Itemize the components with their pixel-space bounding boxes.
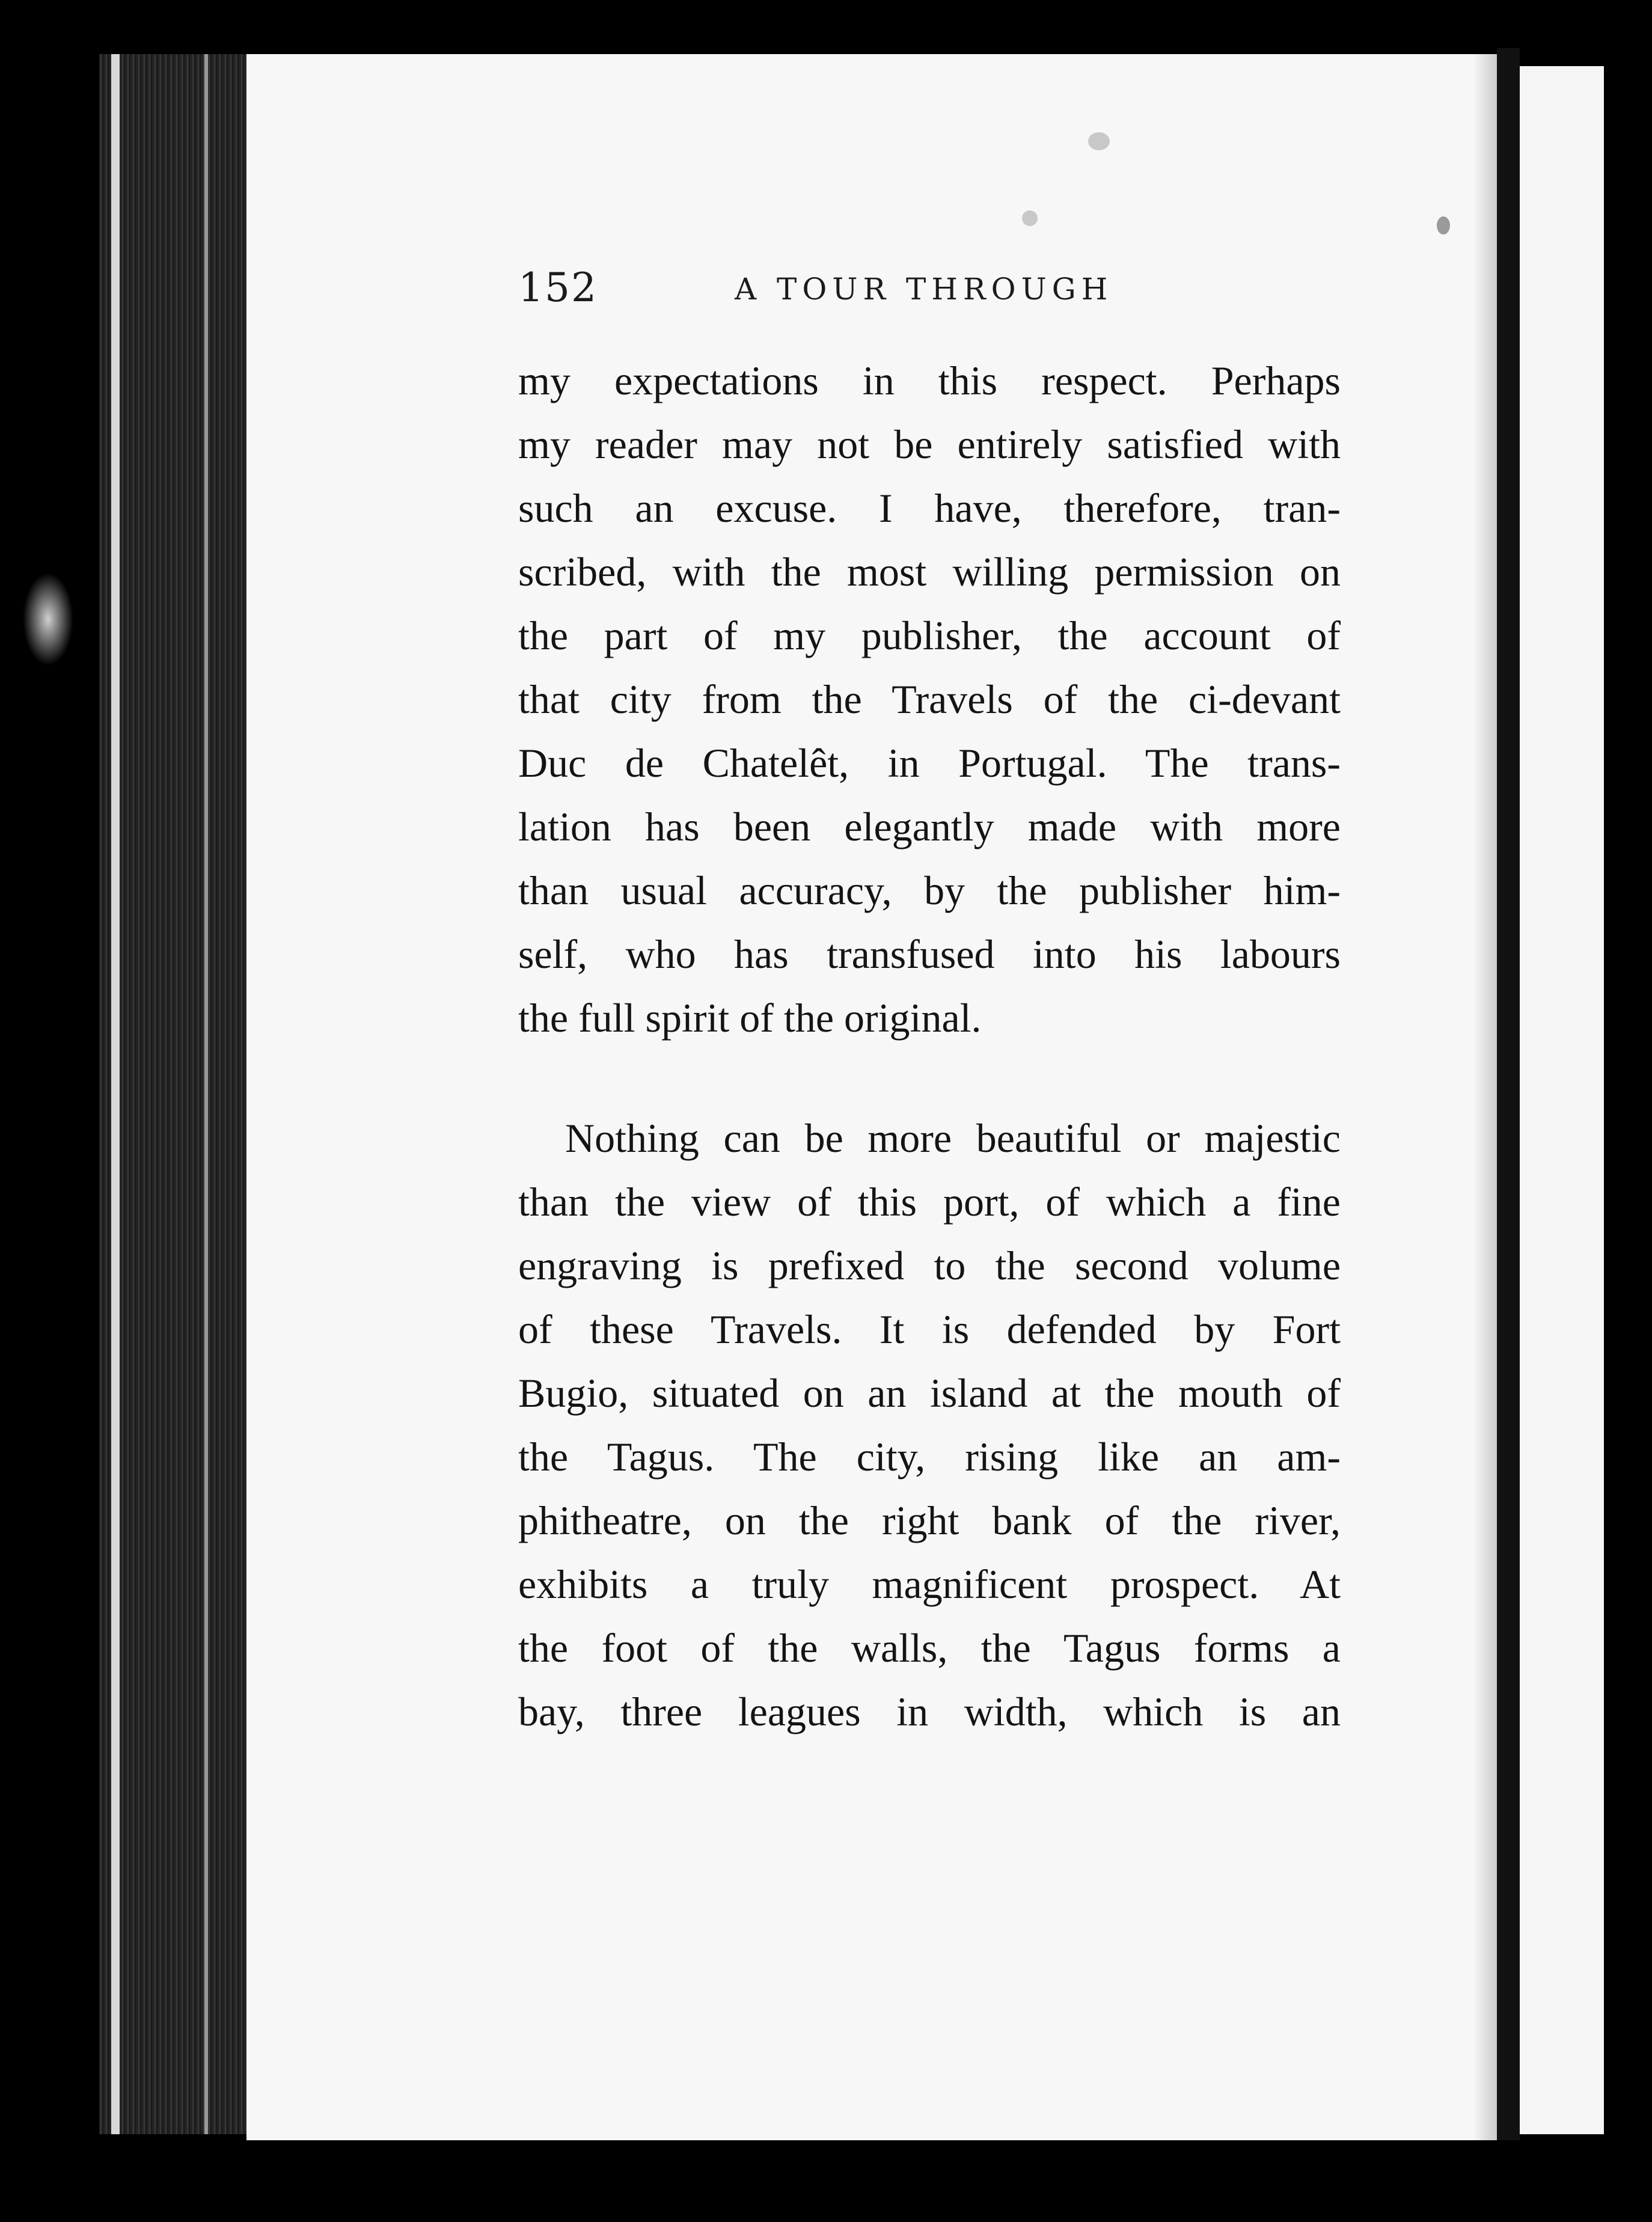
text-line: self, who has transfused into his labours xyxy=(518,931,1341,977)
running-head xyxy=(518,265,1131,319)
text-line: the full spirit of the original. xyxy=(518,995,982,1041)
text-line: scribed, with the most willing permission on xyxy=(518,549,1341,595)
paragraph-2 xyxy=(518,1106,1341,1743)
paragraph-1 xyxy=(518,349,1341,1050)
text-line: bay, three leagues in width, which is an xyxy=(518,1689,1341,1734)
text-line: engraving is prefixed to the second volume xyxy=(518,1243,1341,1288)
text-line: phitheatre, on the right bank of the river, xyxy=(518,1498,1341,1543)
text-line: of these Travels. It is defended by Fort xyxy=(518,1306,1341,1352)
text-line: lation has been elegantly made with more xyxy=(518,804,1341,849)
text-line: than usual accuracy, by the publisher him- xyxy=(518,868,1341,913)
text-line: Duc de Chatelêt, in Portugal. The trans- xyxy=(518,740,1341,786)
text-line: that city from the Travels of the ci-devant xyxy=(518,676,1341,722)
text-line: my expectations in this respect. Perhaps xyxy=(518,358,1341,403)
text-line: the part of my publisher, the account of xyxy=(518,613,1341,658)
text-line: exhibits a truly magnificent prospect. At xyxy=(518,1561,1341,1607)
text-line: the Tagus. The city, rising like an am- xyxy=(518,1434,1341,1480)
text-line: Nothing can be more beautiful or majestic xyxy=(565,1115,1341,1161)
foxing-spot xyxy=(1022,210,1038,226)
page-edge-highlight xyxy=(204,54,208,2134)
page-number: 152 xyxy=(518,265,598,311)
foxing-spot xyxy=(1088,132,1110,150)
text-line: the foot of the walls, the Tagus forms a xyxy=(518,1625,1341,1671)
gutter-shadow xyxy=(1497,48,1520,2140)
text-line: such an excuse. I have, therefore, tran- xyxy=(518,485,1341,531)
running-title: A TOUR THROUGH xyxy=(735,272,1113,307)
text-line: than the view of this port, of which a fine xyxy=(518,1179,1341,1225)
page-edges xyxy=(99,54,249,2134)
facing-page-edge xyxy=(1520,66,1604,2134)
page-edge-highlight xyxy=(111,54,120,2134)
foxing-spot xyxy=(1437,216,1450,234)
marbled-endpaper xyxy=(0,78,99,2152)
text-line: Bugio, situated on an island at the mouth of xyxy=(518,1370,1341,1416)
text-line: my reader may not be entirely satisfied with xyxy=(518,421,1341,467)
